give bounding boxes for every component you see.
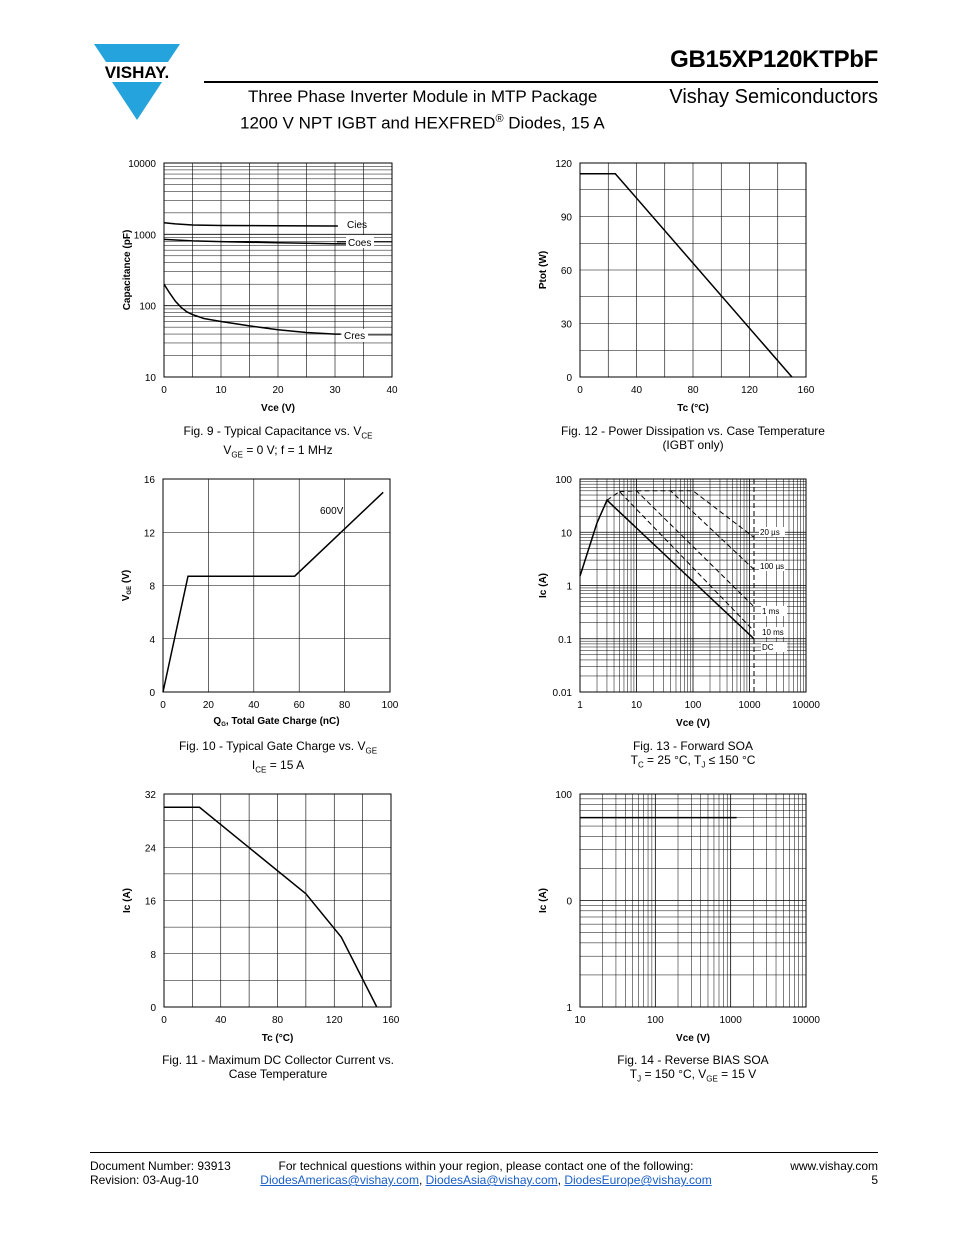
fig11-y-tick-label: 24 bbox=[144, 843, 156, 855]
cies-label: Cies bbox=[347, 220, 368, 231]
email-asia-link[interactable]: DiodesAsia@vishay.com bbox=[425, 1173, 558, 1187]
fig10-y-tick-label: 16 bbox=[143, 475, 155, 486]
fig9-series-line bbox=[164, 223, 338, 226]
fig9-x-tick-label: 30 bbox=[329, 385, 341, 396]
fig13-series-line bbox=[620, 491, 755, 607]
fig11-caption: Fig. 11 - Maximum DC Collector Current vs. Case Temperature bbox=[162, 1053, 394, 1081]
fig13-x-tick-label: 10 bbox=[630, 700, 643, 711]
fig13-x-tick-label: 10000 bbox=[792, 700, 820, 711]
gate-charge-series-label: 600V bbox=[320, 506, 344, 517]
fig9-y-tick-label: 10000 bbox=[128, 159, 156, 170]
fig9-caption: Fig. 9 - Typical Capacitance vs. $V_{CE}$ $V_{GE} = 0$ V; f = 1 MHz bbox=[183, 424, 373, 460]
soa-annotation-label: DC bbox=[762, 643, 774, 652]
fig10-x-tick-label: 80 bbox=[339, 700, 351, 711]
fig11-x-tick-label: 80 bbox=[271, 1015, 284, 1026]
website-link[interactable]: www.vishay.com bbox=[790, 1159, 878, 1173]
email-europe-link[interactable]: DiodesEurope@vishay.com bbox=[564, 1173, 712, 1187]
email-separator: , bbox=[418, 1173, 426, 1187]
soa-annotation-label: 1 ms bbox=[762, 607, 780, 616]
fig11-y-tick-label: 8 bbox=[150, 949, 156, 961]
fig13-x-tick-label: 100 bbox=[684, 700, 702, 711]
fig13-y-tick-label: 10 bbox=[560, 528, 572, 540]
fig10-x-tick-label: 20 bbox=[202, 700, 214, 711]
fig11-x-tick-label: 0 bbox=[161, 1015, 167, 1026]
fig9-y-tick-label: 10 bbox=[144, 373, 156, 384]
fig12-y-tick-label: 30 bbox=[560, 319, 572, 331]
fig12-x-tick-label: 40 bbox=[630, 385, 643, 396]
coes-label: Coes bbox=[348, 238, 372, 249]
fig10-y-tick-label: 4 bbox=[149, 634, 155, 646]
title-line-2-text: 1200 V NPT IGBT and HEXFRED bbox=[240, 113, 496, 133]
fig9-series-line bbox=[164, 239, 364, 244]
fig10-caption: Fig. 10 - Typical Gate Charge vs. $V_{GE}$ $I_{CE} = 15$ A bbox=[178, 739, 378, 775]
fig10-x-tick-label: 40 bbox=[248, 700, 260, 711]
part-number: GB15XP120KTPbF bbox=[670, 46, 878, 73]
fig14-y-tick-label: 1 bbox=[566, 1003, 572, 1014]
fig13-series-line bbox=[637, 491, 755, 570]
document-number: Document Number: 93913 bbox=[90, 1159, 231, 1173]
fig11-y-axis-label: Ic (A) bbox=[122, 888, 133, 913]
fig10-y-tick-label: 12 bbox=[143, 528, 155, 540]
soa-annotation-label: 20 µs bbox=[760, 528, 780, 537]
fig13-y-axis-label: Ic (A) bbox=[538, 573, 549, 598]
fig13-y-tick-label: 1 bbox=[566, 581, 572, 593]
fig14-x-tick-label: 10000 bbox=[792, 1015, 820, 1026]
fig12-x-tick-label: 0 bbox=[577, 385, 583, 396]
fig14-x-tick-label: 100 bbox=[646, 1015, 664, 1026]
fig9-x-tick-label: 20 bbox=[272, 385, 284, 396]
fig13-y-tick-label: 0.01 bbox=[552, 688, 572, 699]
fig10-y-tick-label: 8 bbox=[149, 581, 155, 593]
fig13-x-axis-label: Vce (V) bbox=[676, 718, 710, 729]
fig14-x-tick-label: 10 bbox=[574, 1015, 586, 1026]
email-separator: , bbox=[557, 1173, 565, 1187]
fig13-y-tick-label: 0.1 bbox=[558, 634, 572, 646]
fig9-x-axis-label: Vce (V) bbox=[261, 403, 295, 414]
fig9-x-tick-label: 40 bbox=[386, 385, 398, 396]
fig10-y-axis-label: $V_{GE}$ (V) bbox=[121, 569, 133, 602]
page-number: 5 bbox=[871, 1173, 878, 1187]
fig9-x-tick-label: 0 bbox=[161, 385, 167, 396]
fig14-caption: Fig. 14 - Reverse BIAS SOA $T_J = 150$ °C, $V_{GE} = 15$ V bbox=[617, 1053, 769, 1084]
division-name: Vishay Semiconductors bbox=[669, 86, 878, 108]
fig11-y-tick-label: 16 bbox=[144, 896, 156, 908]
fig11-y-tick-label: 0 bbox=[150, 1003, 156, 1014]
fig10-x-tick-label: 60 bbox=[293, 700, 305, 711]
fig14-x-axis-label: Vce (V) bbox=[676, 1033, 710, 1044]
contact-text: For technical questions within your region, please contact one of the following: bbox=[278, 1159, 694, 1173]
fig12-x-axis-label: Tc (°C) bbox=[677, 403, 709, 414]
fig11-series-line bbox=[164, 807, 377, 1007]
fig10-x-tick-label: 100 bbox=[381, 700, 399, 711]
fig12-y-tick-label: 120 bbox=[555, 159, 572, 170]
fig12-y-tick-label: 0 bbox=[566, 373, 572, 384]
revision: Revision: 03-Aug-10 bbox=[90, 1173, 199, 1187]
fig12-x-tick-label: 120 bbox=[741, 385, 758, 396]
fig10-x-tick-label: 0 bbox=[160, 700, 166, 711]
fig12-x-tick-label: 80 bbox=[687, 385, 699, 396]
fig10-x-axis-label: $Q_G$, Total Gate Charge (nC) bbox=[213, 716, 340, 728]
fig13-y-tick-label: 100 bbox=[555, 475, 572, 486]
title-line-1: Three Phase Inverter Module in MTP Package bbox=[248, 87, 598, 106]
fig9-y-tick-label: 100 bbox=[139, 301, 156, 313]
brand-name: VISHAY. bbox=[104, 63, 170, 82]
fig14-y-axis-label: Ic (A) bbox=[538, 888, 549, 913]
fig13-x-tick-label: 1000 bbox=[738, 700, 761, 711]
fig11-x-tick-label: 40 bbox=[215, 1015, 227, 1026]
fig9-y-tick-label: 1000 bbox=[133, 230, 156, 242]
fig10-y-tick-label: 0 bbox=[149, 688, 155, 699]
fig14-y-tick-label: 0 bbox=[566, 896, 572, 908]
fig13-x-tick-label: 1 bbox=[577, 700, 583, 711]
email-americas-link[interactable]: DiodesAmericas@vishay.com bbox=[260, 1173, 419, 1187]
fig12-x-tick-label: 160 bbox=[797, 385, 815, 396]
fig9-y-axis-label: Capacitance (pF) bbox=[122, 229, 133, 311]
fig11-y-tick-label: 32 bbox=[144, 790, 156, 801]
fig14-y-tick-label: 100 bbox=[555, 790, 572, 801]
fig11-x-tick-label: 120 bbox=[325, 1015, 343, 1026]
title-line-2-suffix: Diodes, 15 A bbox=[503, 113, 605, 133]
fig11-x-tick-label: 160 bbox=[382, 1015, 400, 1026]
fig11-x-axis-label: Tc (°C) bbox=[261, 1033, 294, 1044]
fig12-y-tick-label: 60 bbox=[560, 266, 572, 277]
soa-annotation-label: 10 ms bbox=[762, 628, 784, 637]
fig12-y-axis-label: Ptot (W) bbox=[538, 250, 549, 290]
fig12-caption: Fig. 12 - Power Dissipation vs. Case Temperature (IGBT only) bbox=[561, 424, 825, 452]
contact-emails bbox=[236, 1173, 736, 1187]
soa-annotation-label: 100 µs bbox=[760, 562, 785, 571]
registered-mark: ® bbox=[495, 113, 504, 125]
fig13-caption: Fig. 13 - Forward SOA $T_C = 25$ °C, $T_J \le 150$ °C bbox=[630, 739, 756, 770]
fig10-series-line bbox=[163, 492, 383, 692]
fig12-y-tick-label: 90 bbox=[560, 212, 572, 224]
cres-label: Cres bbox=[344, 331, 366, 342]
footer-divider bbox=[90, 1152, 878, 1153]
fig12-series-line bbox=[580, 174, 792, 377]
fig14-x-tick-label: 1000 bbox=[719, 1015, 742, 1026]
fig9-x-tick-label: 10 bbox=[215, 385, 227, 396]
